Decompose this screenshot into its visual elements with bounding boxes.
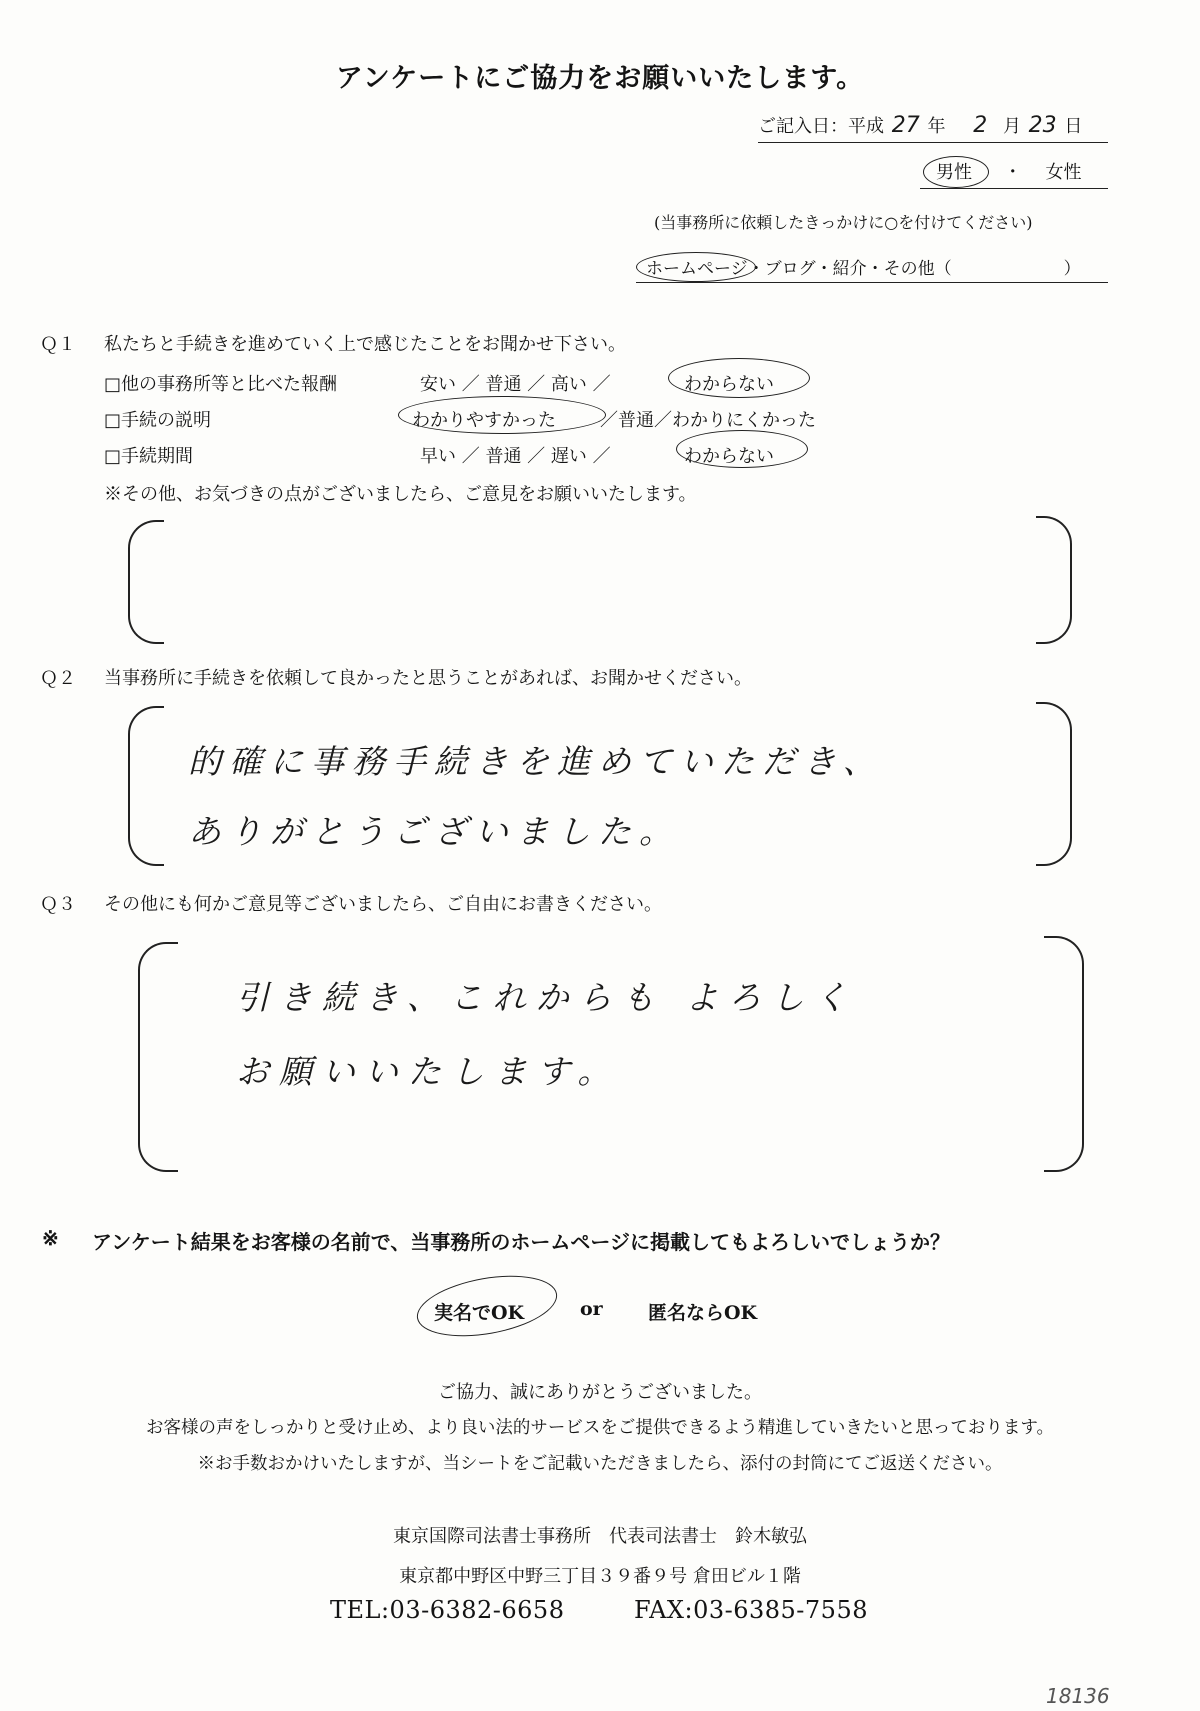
q3-box-right bbox=[1044, 936, 1084, 1172]
publish-or: or bbox=[580, 1298, 603, 1320]
date-label: ご記入日：平成 bbox=[758, 116, 884, 137]
q1-row-explain-label: □手続の説明 bbox=[104, 410, 212, 431]
publish-question: アンケート結果をお客様の名前で、当事務所のホームページに掲載してもよろしいでしょうか？ bbox=[92, 1230, 950, 1254]
thanks-line-2: お客様の声をしっかりと受け止め、より良い法的サービスをご提供できるよう精進していきたいと思っております。 bbox=[146, 1418, 1054, 1438]
corner-note: 18136 bbox=[1046, 1684, 1110, 1708]
q2-number: Ｑ２ bbox=[40, 668, 76, 689]
q1-row-explain-options: ／普通／わかりにくかった bbox=[600, 410, 816, 431]
gender-female: 女性 bbox=[1045, 162, 1082, 183]
trigger-homepage: ホームページ bbox=[646, 259, 748, 279]
q1-row-period-options: 早い ／ 普通 ／ 遅い ／ bbox=[420, 446, 611, 467]
q1-box-right bbox=[1036, 516, 1072, 644]
q2-box-left bbox=[128, 706, 164, 866]
q1-period-circle bbox=[676, 430, 808, 468]
q3-question: その他にも何かご意見等ございましたら、ご自由にお書きください。 bbox=[104, 894, 662, 915]
q1-row-period-label: □手続期間 bbox=[104, 446, 194, 467]
publish-mark: ※ bbox=[42, 1226, 59, 1250]
date-nichi: 日 bbox=[1064, 116, 1083, 137]
date-gatsu: 月 bbox=[1002, 116, 1021, 137]
trigger-instruction: (当事務所に依頼したきっかけに○を付けてください) bbox=[654, 213, 1033, 232]
thanks-line-3: ※お手数おかけいたしますが、当シートをご記載いただきましたら、添付の封筒にてご返送ください。 bbox=[197, 1454, 1003, 1474]
male-circle bbox=[923, 156, 989, 188]
q1-box-left bbox=[128, 520, 164, 644]
survey-title: アンケートにご協力をお願いいたします。 bbox=[335, 63, 865, 94]
trigger-rest: ・ブログ・紹介・その他（ bbox=[747, 259, 952, 279]
office-name: 東京国際司法書士事務所 代表司法書士 鈴木敏弘 bbox=[393, 1526, 807, 1547]
q3-box-left bbox=[138, 942, 178, 1172]
q1-row-fee-label: □他の事務所等と比べた報酬 bbox=[104, 374, 338, 395]
date-month: 2 bbox=[973, 113, 988, 138]
date-year: 27 bbox=[891, 113, 920, 138]
q1-fee-circle bbox=[668, 358, 810, 398]
q1-row-fee-circled: わからない bbox=[684, 374, 774, 395]
q2-answer-line-2: ありがとうございました。 bbox=[188, 812, 680, 851]
q3-number: Ｑ３ bbox=[40, 894, 76, 915]
q3-answer-line-2: お願いいたします。 bbox=[236, 1052, 621, 1091]
office-tel: TEL:03-6382-6658 bbox=[330, 1596, 565, 1624]
homepage-circle bbox=[636, 252, 756, 282]
gender-sep: ・ bbox=[1003, 162, 1022, 183]
q1-number: Ｑ１ bbox=[40, 334, 76, 355]
office-address: 東京都中野区中野三丁目３９番９号 倉田ビル１階 bbox=[399, 1566, 801, 1587]
office-fax: FAX:03-6385-7558 bbox=[634, 1596, 868, 1624]
thanks-line-1: ご協力、誠にありがとうございました。 bbox=[438, 1382, 762, 1403]
q1-row-explain-circled: わかりやすかった bbox=[412, 410, 556, 431]
q2-question: 当事務所に手続きを依頼して良かったと思うことがあれば、お聞かせください。 bbox=[104, 668, 752, 689]
publish-anonymous: 匿名ならOK bbox=[648, 1302, 758, 1324]
date-nen: 年 bbox=[927, 116, 946, 137]
q1-explain-circle bbox=[398, 396, 606, 434]
q2-box-right bbox=[1036, 702, 1072, 866]
q1-question: 私たちと手続きを進めていく上で感じたことをお聞かせ下さい。 bbox=[104, 334, 626, 355]
q1-row-period-circled: わからない bbox=[684, 446, 774, 467]
trigger-close: ） bbox=[1063, 259, 1081, 279]
gender-male: 男性 bbox=[936, 162, 972, 183]
date-day: 23 bbox=[1028, 113, 1057, 138]
real-name-circle bbox=[412, 1266, 562, 1346]
q2-answer-line-1: 的確に事務手続きを進めていただき、 bbox=[188, 742, 884, 781]
publish-real-name: 実名でOK bbox=[434, 1302, 525, 1324]
q1-row-fee-options: 安い ／ 普通 ／ 高い ／ bbox=[420, 374, 611, 395]
q1-note: ※その他、お気づきの点がございましたら、ご意見をお願いいたします。 bbox=[104, 484, 697, 505]
date-line bbox=[758, 112, 1108, 143]
q3-answer-line-1: 引き続き、これからも よろしく bbox=[236, 978, 858, 1017]
